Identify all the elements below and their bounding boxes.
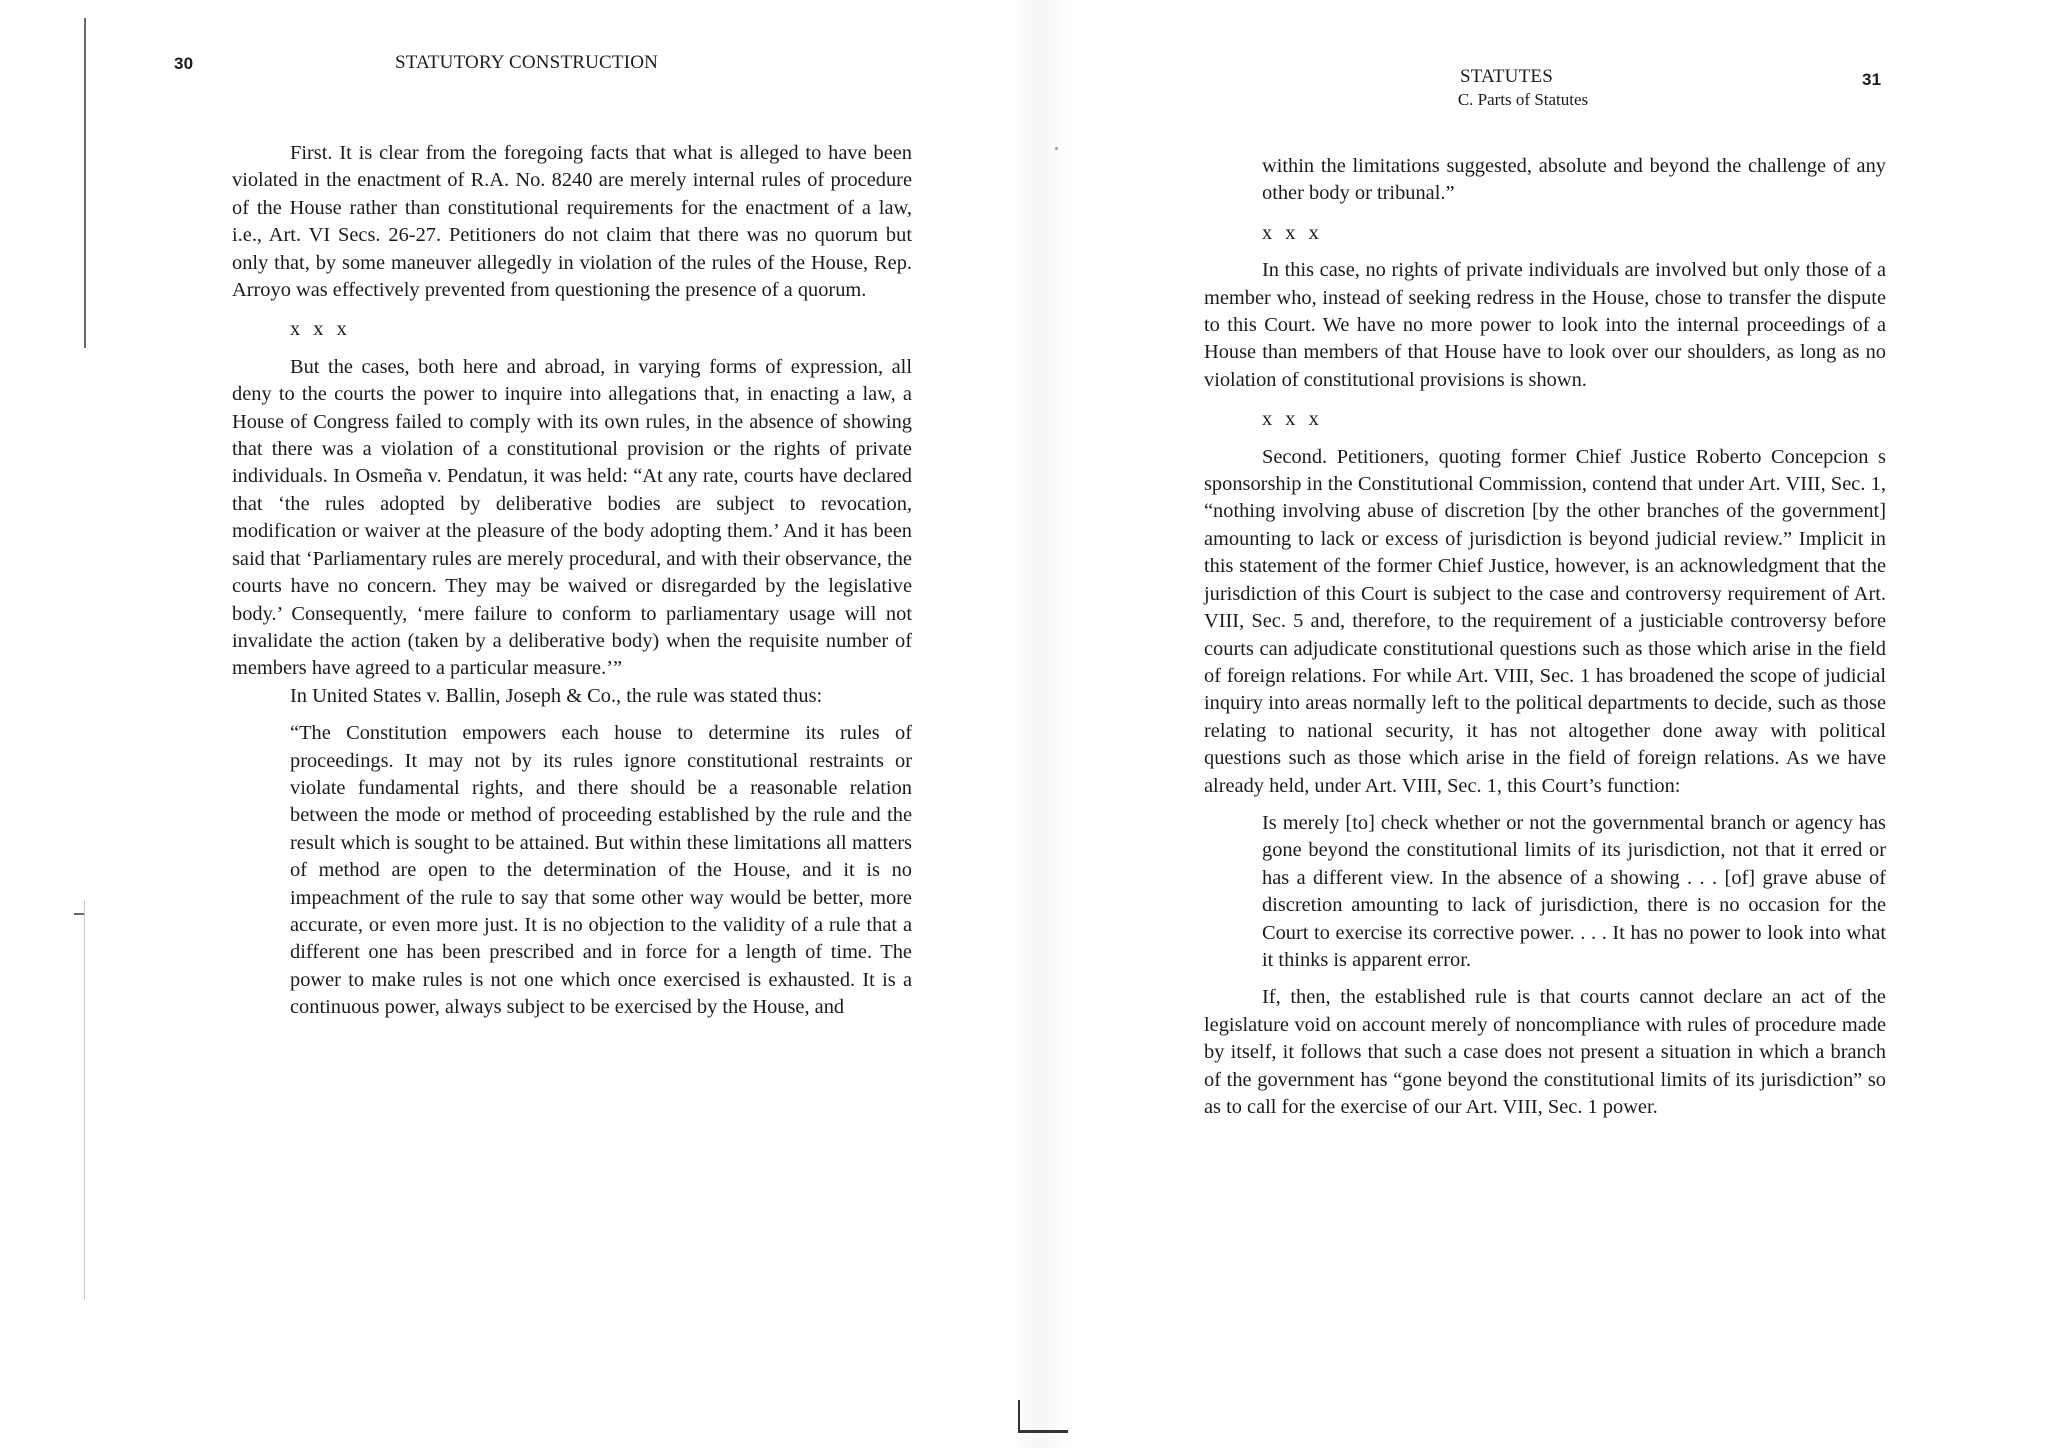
page-number: 31 — [1862, 70, 1882, 89]
page-number: 30 — [174, 54, 194, 73]
quote-text: “The Constitution empowers each house to determine its rules of proceedings. It may not by its rules ignore constitutional restraints or violate fundamental rights, and there should be a reasonable relation between the mode or method of proceeding established by the rule and the result which is sought to be attained. But within these limitations all matters of method are open to the determination of the House, and it is no impeachment of the rule to say that some other way would be better, more accurate, or even more just. It is no objection to the validity of a rule that a different one has been prescribed and in force for a length of time. The power to make rules is not one which once exercised is exhausted. It is a continuous power, always subject to be exercised by the House, and — [290, 722, 912, 1019]
section-break: x x x — [290, 318, 351, 341]
block-quote — [1262, 810, 1886, 974]
quote-text: Is merely [to] check whether or not the governmental branch or agency has gone beyond the constitutional limits of its jurisdiction, not that it erred or has a different view. In the absence of a showing . . . [of] grave abuse of discretion amounting to lack of jurisdiction, there is no occasion for the Court to exercise its corrective power. . . . It has no power to look into what it thinks is apparent error. — [1262, 811, 1886, 971]
paragraph: In this case, no rights of private individuals are involved but only those of a member who, instead of seeking redress in the House, chose to transfer the dispute to this Court. We have no more power to look into the internal proceedings of a House than members of that House have to look over our shoulders, as long as no violation of constitutional provisions is shown. — [1204, 259, 1886, 391]
paragraph: Second. Petitioners, quoting former Chief Justice Roberto Concepcion s sponsorship in the Constitutional Commission, contend that under Art. VIII, Sec. 1, “nothing involving abuse of discretion [by the other branches of the government] amounting to lack or excess of jurisdiction is beyond judicial review.” Implicit in this statement of the former Chief Justice, however, is an acknowledgment that the jurisdiction of this Court is subject to the case and controversy requirement of Art. VIII, Sec. 5 and, therefore, to the requirement of a justiciable controversy before courts can adjudicate constitutional questions such as those which arise in the field of foreign relations. For while Art. VIII, Sec. 1 has broadened the scope of judicial inquiry into areas normally left to the political departments to decide, such as those relating to national security, it has not altogether done away with political questions such as those which arise in the field of foreign relations. As we have already held, under Art. VIII, Sec. 1, this Court’s function: — [1204, 445, 1886, 797]
running-head: STATUTORY CONSTRUCTION — [395, 52, 659, 73]
block-quote — [290, 720, 912, 1021]
running-head: STATUTES — [1460, 66, 1553, 87]
right-text-column — [1204, 153, 1886, 1121]
block-quote-continued — [1262, 153, 1886, 208]
paragraph: If, then, the established rule is that courts cannot declare an act of the legislature void on account merely of noncompliance with rules of procedure made by itself, it follows that such a case does not present a situation in which a branch of the government has “gone beyond the constitutional limits of its jurisdiction” so as to call for the exercise of our Art. VIII, Sec. 1 power. — [1204, 986, 1886, 1118]
right-page — [1024, 0, 2048, 1448]
paragraph: First. It is clear from the foregoing facts that what is alleged to have been violated in the enactment of R.A. No. 8240 are merely internal rules of procedure of the House rather than constitutional requirements for the enactment of a law, i.e., Art. VI Secs. 26-27. Petitioners do not claim that there was no quorum but only that, by some maneuver allegedly in violation of the rules of the House, Rep. Arroyo was effectively prevented from questioning the presence of a quorum. — [232, 142, 912, 302]
quote-text: within the limitations suggested, absolute and beyond the challenge of any other body or tribunal.” — [1262, 155, 1886, 205]
paragraph: But the cases, both here and abroad, in varying forms of expression, all deny to the courts the power to inquire into allegations that, in enacting a law, a House of Congress failed to comply with its own rules, in the absence of showing that there was a violation of a constitutional provision or the rights of private individuals. In Osmeña v. Pendatun, it was held: “At any rate, courts have declared that ‘the rules adopted by deliberative bodies are subject to revocation, modification or waiver at the pleasure of the body adopting them.’ And it has been said that ‘Parliamentary rules are merely procedural, and with their observance, the courts have no concern. They may be waived or disregarded by the legislative body.’ Consequently, ‘mere failure to conform to parliamentary usage will not invalidate the action (taken by a deliberative body) when the requisite number of members have agreed to a particular measure.’” — [232, 355, 912, 680]
sub-head: C. Parts of Statutes — [1457, 90, 1589, 109]
section-break: x x x — [1262, 221, 1323, 244]
section-break: x x x — [1262, 408, 1323, 431]
left-text-column — [232, 140, 912, 1032]
paragraph: In United States v. Ballin, Joseph & Co., the rule was stated thus: — [290, 684, 823, 707]
